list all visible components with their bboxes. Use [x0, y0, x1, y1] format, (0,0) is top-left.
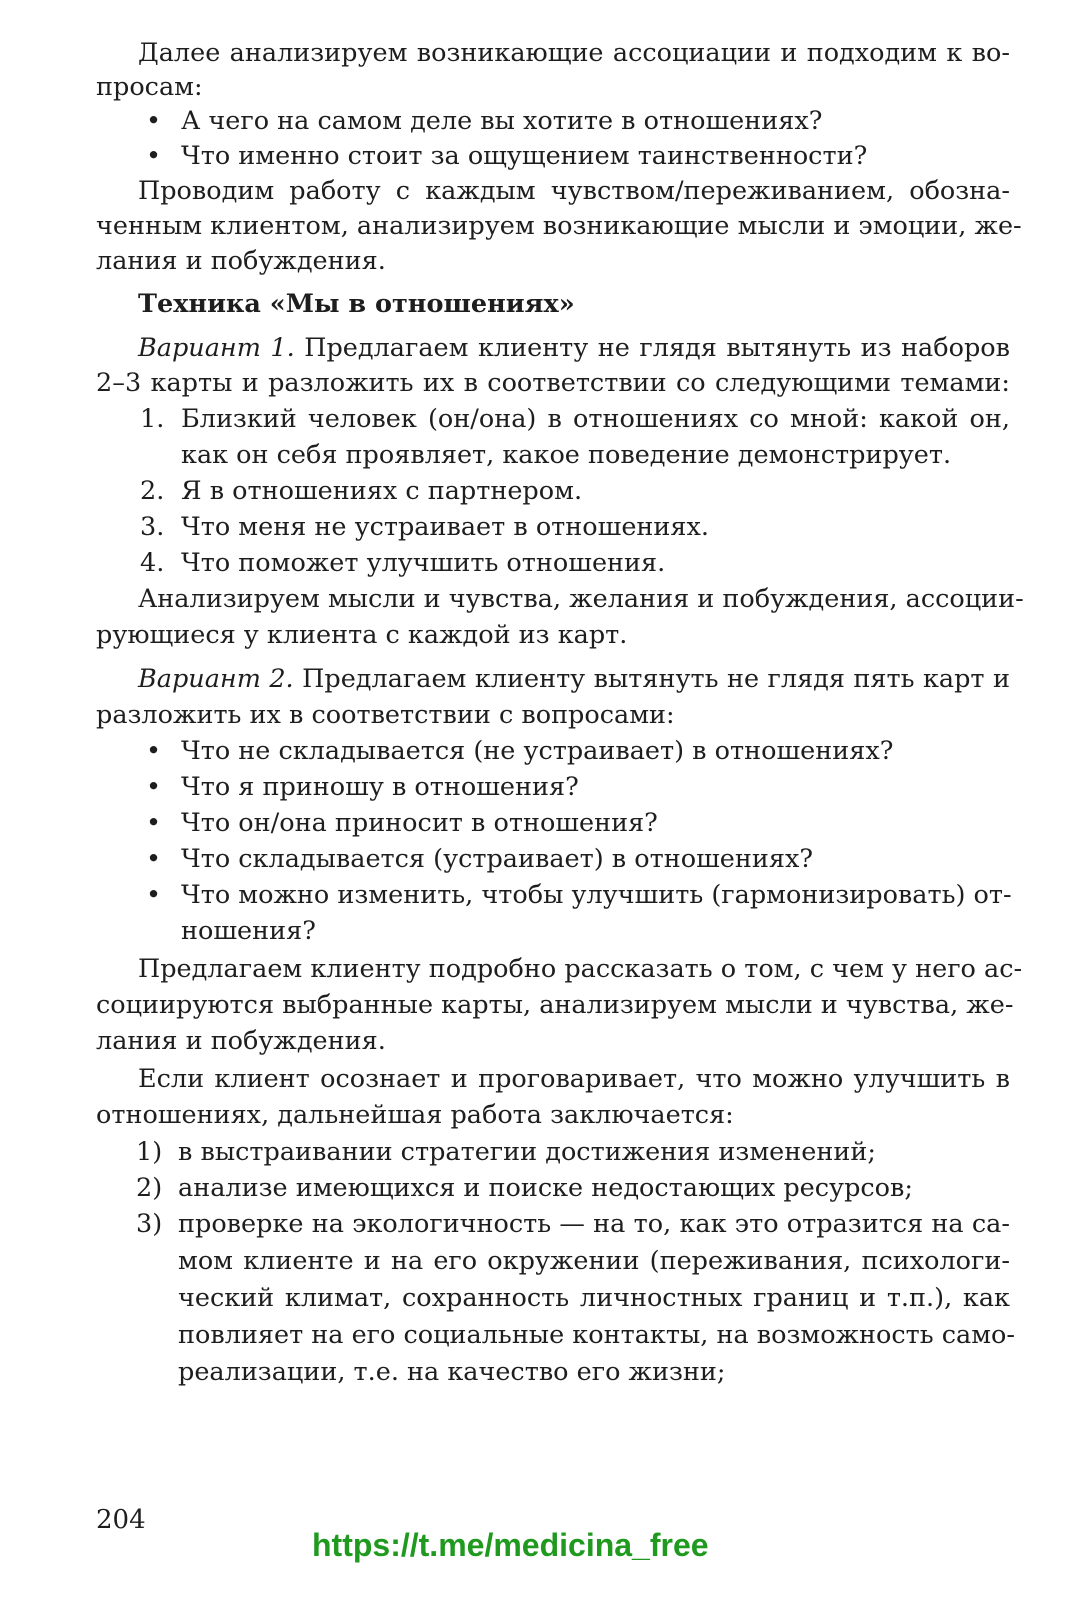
work-item-3-line-2: мом клиенте и на его окружении (переживания, психологи-	[178, 1246, 1010, 1276]
numbered-item-3: Что меня не устраивает в отношениях.	[181, 512, 709, 542]
para4-line-2: отношениях, дальнейшая работа заключается:	[96, 1100, 734, 1130]
variant2-bullet-4: Что складывается (устраивает) в отношениях?	[181, 844, 813, 874]
para1-line-1: Проводим работу с каждым чувством/переживанием, обозна-	[138, 176, 1010, 206]
bullet-marker: •	[146, 106, 162, 136]
work-item-number: 3)	[136, 1209, 163, 1239]
intro-line-2: просам:	[96, 72, 203, 102]
para3-line-3: лания и побуждения.	[96, 1026, 386, 1056]
variant1-line-1	[138, 333, 1010, 363]
para3-line-2: социируются выбранные карты, анализируем мысли и чувства, же-	[96, 990, 1014, 1020]
work-item-number: 1)	[136, 1137, 163, 1167]
work-item-3-line-1: проверке на экологичность — на то, как это отразится на са-	[178, 1209, 1010, 1239]
variant2-bullet-5-line-2: ношения?	[181, 916, 316, 946]
variant1-line-2: 2–3 карты и разложить их в соответствии со следующими темами:	[96, 368, 1010, 398]
work-item-3-line-4: повлияет на его социальные контакты, на возможность само-	[178, 1320, 1016, 1350]
technique-title: Техника «Мы в отношениях»	[138, 289, 575, 319]
variant2-bullet-5-line-1: Что можно изменить, чтобы улучшить (гармонизировать) от-	[181, 880, 1012, 910]
numbered-item-number: 2.	[140, 476, 165, 506]
work-item-3-line-3: ческий климат, сохранность личностных границ и т.п.), как	[178, 1283, 1010, 1313]
numbered-item-number: 1.	[140, 404, 165, 434]
variant2-bullet-2: Что я приношу в отношения?	[181, 772, 579, 802]
variant1-text: Предлагаем клиенту не глядя вытянуть из наборов	[304, 333, 1011, 363]
work-item-3-line-5: реализации, т.е. на качество его жизни;	[178, 1357, 726, 1387]
variant2-line-2: разложить их в соответствии с вопросами:	[96, 700, 675, 730]
variant2-text: Предлагаем клиенту вытянуть не глядя пять карт и	[302, 664, 1010, 694]
variant1-label: Вариант 1.	[138, 333, 295, 363]
para4-line-1: Если клиент осознает и проговаривает, что можно улучшить в	[138, 1064, 1010, 1094]
bullet-marker: •	[146, 880, 162, 910]
intro-bullet-2: Что именно стоит за ощущением таинственности?	[181, 141, 868, 171]
work-item-2: анализе имеющихся и поиске недостающих ресурсов;	[178, 1173, 913, 1203]
variant2-bullet-1: Что не складывается (не устраивает) в отношениях?	[181, 736, 894, 766]
numbered-item-number: 3.	[140, 512, 165, 542]
footer-link[interactable]: https://t.me/medicina_free	[312, 1527, 709, 1563]
variant2-line-1	[138, 664, 1010, 694]
para3-line-1: Предлагаем клиенту подробно рассказать о том, с чем у него ас-	[138, 954, 1023, 984]
numbered-item-4: Что поможет улучшить отношения.	[181, 548, 666, 578]
numbered-item-1-line-1: Близкий человек (он/она) в отношениях со мной: какой он,	[181, 404, 1010, 434]
variant2-label: Вариант 2.	[138, 664, 294, 694]
intro-bullet-1: А чего на самом деле вы хотите в отношениях?	[181, 106, 823, 136]
para1-line-2: ченным клиентом, анализируем возникающие мысли и эмоции, же-	[96, 211, 1022, 241]
para2-line-1: Анализируем мысли и чувства, желания и побуждения, ассоции-	[138, 584, 1024, 614]
bullet-marker: •	[146, 844, 162, 874]
bullet-marker: •	[146, 141, 162, 171]
bullet-marker: •	[146, 736, 162, 766]
work-item-1: в выстраивании стратегии достижения изменений;	[178, 1137, 876, 1167]
variant2-bullet-3: Что он/она приносит в отношения?	[181, 808, 658, 838]
work-item-number: 2)	[136, 1173, 163, 1203]
page-number: 204	[96, 1505, 146, 1535]
numbered-item-2: Я в отношениях с партнером.	[181, 476, 583, 506]
numbered-item-1-line-2: как он себя проявляет, какое поведение демонстрирует.	[181, 440, 952, 470]
bullet-marker: •	[146, 808, 162, 838]
bullet-marker: •	[146, 772, 162, 802]
intro-line-1: Далее анализируем возникающие ассоциации и подходим к во-	[138, 38, 1010, 68]
numbered-item-number: 4.	[140, 548, 165, 578]
para1-line-3: лания и побуждения.	[96, 246, 386, 276]
para2-line-2: рующиеся у клиента с каждой из карт.	[96, 620, 628, 650]
